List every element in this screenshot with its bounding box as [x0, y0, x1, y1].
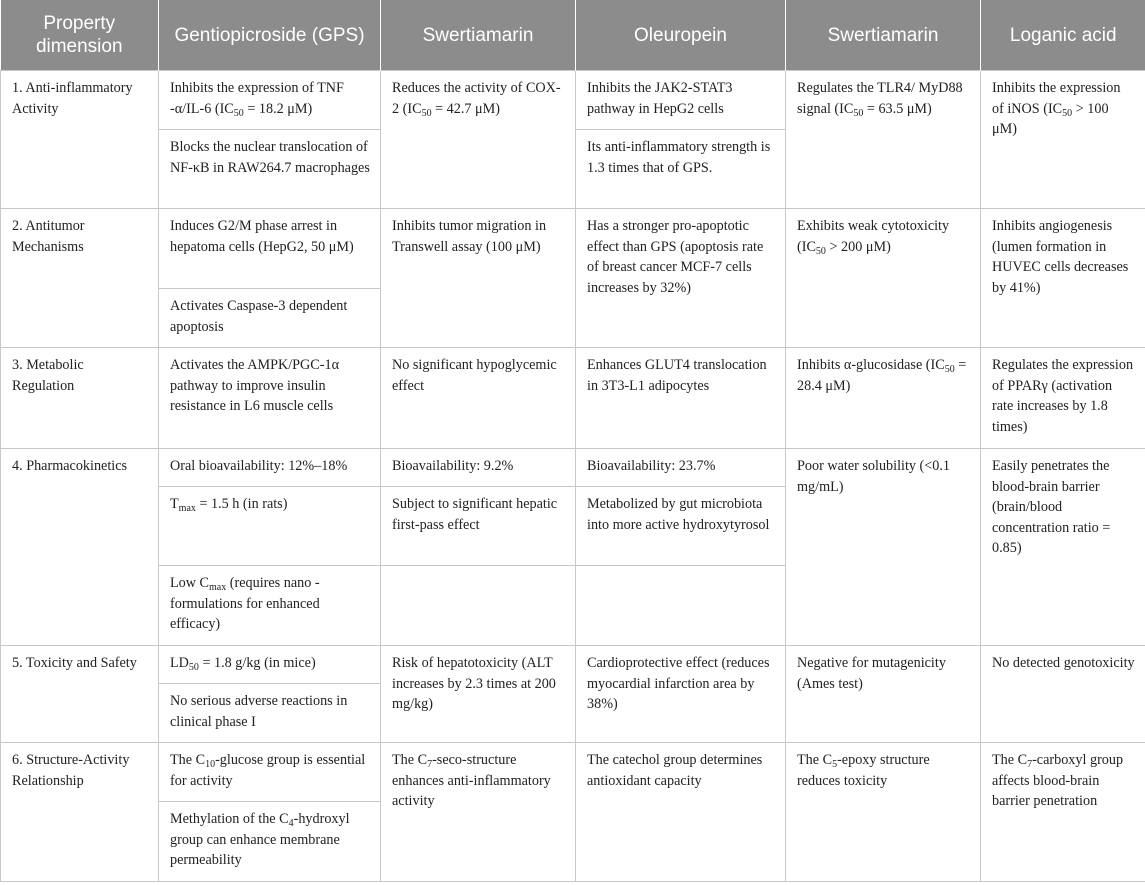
- loganic-acid-cell: The $C_7$-carboxyl group affects blood-brain barrier penetration: [981, 743, 1145, 882]
- property-cell: 1. Anti-inflammatory Activity: [1, 71, 159, 209]
- table-row: [1, 449, 1145, 487]
- swertiamarin-2-cell: The $C_5$-epoxy structure reduces toxicity: [786, 743, 981, 882]
- loganic-acid-cell: Regulates the expression of PPARγ (activation rate increases by 1.8 times): [981, 348, 1145, 449]
- oleuropein-cell: Bioavailability: 23.7%: [576, 449, 786, 487]
- gps-cell: Low $C_{max}$ (requires nano -formulations for enhanced efficacy): [159, 566, 381, 646]
- header-property-dimension: Property dimension: [1, 0, 159, 71]
- oleuropein-cell: Enhances GLUT4 translocation in 3T3-L1 adipocytes: [576, 348, 786, 449]
- oleuropein-cell: Metabolized by gut microbiota into more active hydroxytyrosol: [576, 487, 786, 566]
- loganic-acid-cell: Inhibits the expression of iNOS ($IC_{50} > 100$ μM): [981, 71, 1145, 209]
- gps-cell: Oral bioavailability: 12%–18%: [159, 449, 381, 487]
- gps-cell: Inhibits the expression of TNF -α/IL-6 ($IC_{50} = 18.2$ μM): [159, 71, 381, 130]
- table-row: [1, 348, 1145, 449]
- swertiamarin-1-cell: Risk of hepatotoxicity (ALT increases by 2.3 times at 200 mg/kg): [381, 646, 576, 743]
- gps-cell: Induces G2/M phase arrest in hepatoma cells (HepG2, 50 μM): [159, 209, 381, 289]
- property-cell: 6. Structure-Activity Relationship: [1, 743, 159, 882]
- swertiamarin-2-cell: Regulates the TLR4/ MyD88 signal ($IC_{50} = 63.5$ μM): [786, 71, 981, 209]
- table-body: [1, 71, 1145, 882]
- loganic-acid-cell: No detected genotoxicity: [981, 646, 1145, 743]
- gps-cell: $T_{max} = 1.5$ h (in rats): [159, 487, 381, 566]
- swertiamarin-1-cell: Bioavailability: 9.2%: [381, 449, 576, 487]
- gps-cell: The $C_{10}$-glucose group is essential for activity: [159, 743, 381, 802]
- property-cell: 3. Metabolic Regulation: [1, 348, 159, 449]
- gps-cell: Methylation of the $C_4$-hydroxyl group can enhance membrane permeability: [159, 802, 381, 882]
- oleuropein-cell: The catechol group determines antioxidant capacity: [576, 743, 786, 882]
- swertiamarin-1-cell: Inhibits tumor migration in Transwell assay (100 μM): [381, 209, 576, 348]
- oleuropein-cell: Cardioprotective effect (reduces myocardial infarction area by 38%): [576, 646, 786, 743]
- swertiamarin-1-cell: Subject to significant hepatic first-pass effect: [381, 487, 576, 566]
- swertiamarin-2-cell: Negative for mutagenicity (Ames test): [786, 646, 981, 743]
- loganic-acid-cell: Inhibits angiogenesis (lumen formation in HUVEC cells decreases by 41%): [981, 209, 1145, 348]
- swertiamarin-1-cell: No significant hypoglycemic effect: [381, 348, 576, 449]
- header-oleuropein: Oleuropein: [576, 0, 786, 71]
- oleuropein-cell: Inhibits the JAK2-STAT3 pathway in HepG2 cells: [576, 71, 786, 130]
- gps-cell: Activates Caspase-3 dependent apoptosis: [159, 289, 381, 348]
- property-cell: 4. Pharmacokinetics: [1, 449, 159, 646]
- swertiamarin-1-cell: The $C_7-\sec o$-structure enhances anti-inflammatory activity: [381, 743, 576, 882]
- gps-cell: Activates the AMPK/PGC-1α pathway to improve insulin resistance in L6 muscle cells: [159, 348, 381, 449]
- gps-cell: $LD_{50} = 1.8$ g/kg (in mice): [159, 646, 381, 684]
- table-row: [1, 646, 1145, 684]
- swertiamarin-1-cell: Reduces the activity of COX-2 ($IC_{50} = 42.7$ μM): [381, 71, 576, 209]
- header-row: [1, 0, 1145, 71]
- oleuropein-cell: [576, 566, 786, 646]
- header-swertiamarin-1: Swertiamarin: [381, 0, 576, 71]
- header-gentiopicroside: Gentiopicroside (GPS): [159, 0, 381, 71]
- table-header: [1, 0, 1145, 71]
- table-row: [1, 71, 1145, 130]
- table-row: [1, 209, 1145, 289]
- swertiamarin-2-cell: Exhibits weak cytotoxicity ($IC_{50} > 200$ μM): [786, 209, 981, 348]
- oleuropein-cell: Has a stronger pro-apoptotic effect than GPS (apoptosis rate of breast cancer MCF-7 cells increases by 32%): [576, 209, 786, 348]
- property-cell: 5. Toxicity and Safety: [1, 646, 159, 743]
- swertiamarin-2-cell: Inhibits α-glucosidase ($IC_{50} = 28.4$ μM): [786, 348, 981, 449]
- loganic-acid-cell: Easily penetrates the blood-brain barrier (brain/blood concentration ratio = 0.85): [981, 449, 1145, 646]
- swertiamarin-1-cell: [381, 566, 576, 646]
- swertiamarin-2-cell: Poor water solubility (<0.1 mg/mL): [786, 449, 981, 646]
- header-swertiamarin-2: Swertiamarin: [786, 0, 981, 71]
- gps-cell: No serious adverse reactions in clinical phase I: [159, 684, 381, 743]
- gps-cell: Blocks the nuclear translocation of NF-κB in RAW264.7 macrophages: [159, 130, 381, 209]
- property-cell: 2. Antitumor Mechanisms: [1, 209, 159, 348]
- table-row: [1, 743, 1145, 802]
- oleuropein-cell: Its anti-inflammatory strength is 1.3 times that of GPS.: [576, 130, 786, 209]
- header-loganic-acid: Loganic acid: [981, 0, 1145, 71]
